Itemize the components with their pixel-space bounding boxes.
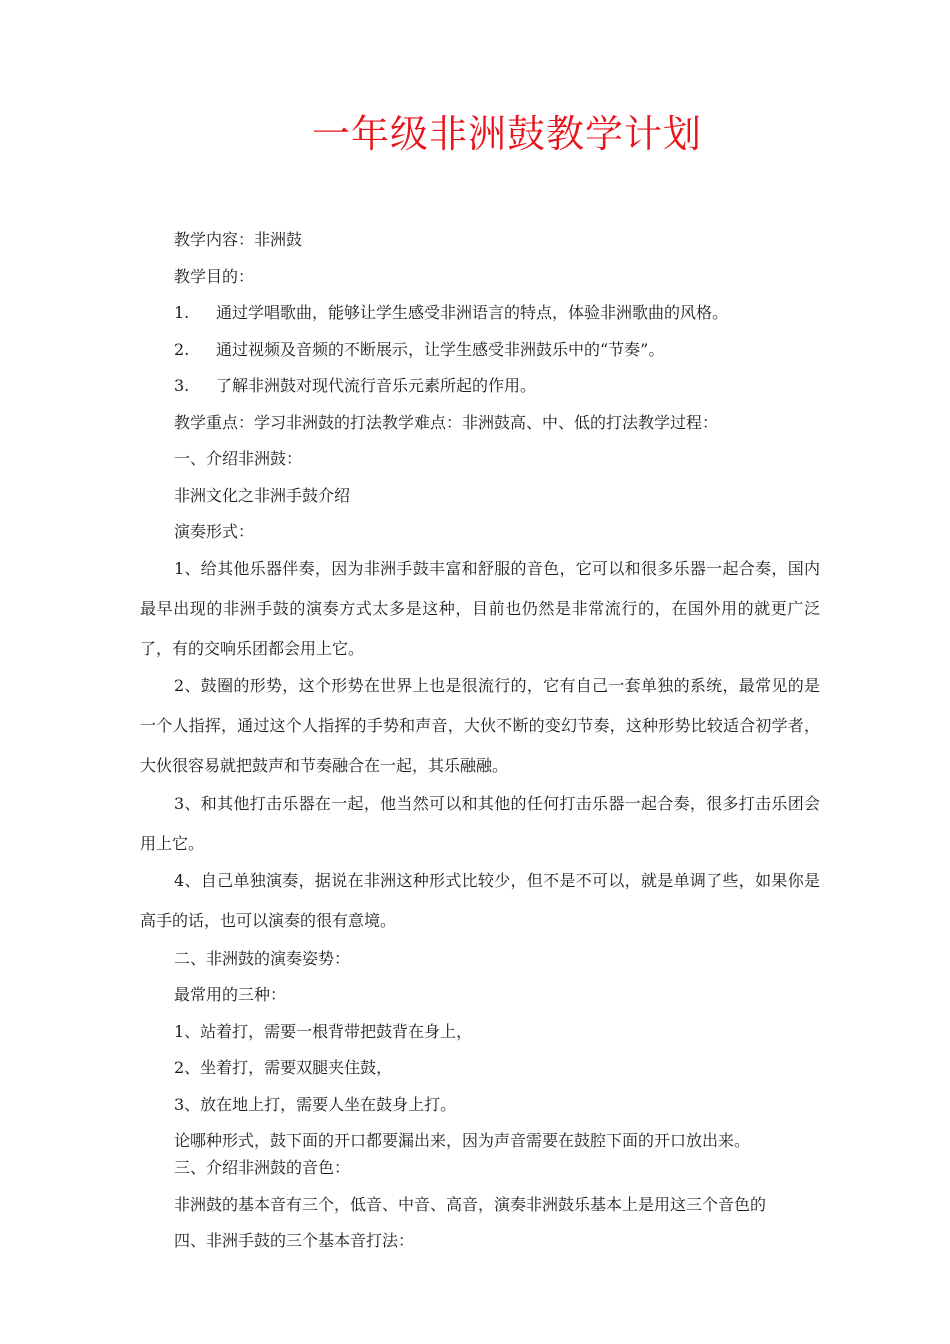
list-item-text: 通过视频及音频的不断展示，让学生感受非洲鼓乐中的“节奏”。 — [216, 339, 665, 359]
list-number: 1. — [174, 303, 190, 322]
paragraph: 2、坐着打，需要双腿夹住鼓， — [174, 1058, 393, 1077]
paragraph: 1、站着打，需要一根背带把鼓背在身上， — [174, 1021, 473, 1041]
paragraph: 最常用的三种： — [174, 985, 287, 1004]
section-heading: 二、非洲鼓的演奏姿势： — [174, 948, 351, 968]
list-item-text: 了解非洲鼓对现代流行音乐元素所起的作用。 — [216, 376, 537, 395]
numbered-item — [140, 299, 820, 326]
paragraph: 教学重点：学习非洲鼓的打法教学难点：非洲鼓高、中、低的打法教学过程： — [174, 412, 719, 432]
document-body — [140, 226, 820, 1264]
paragraph: 3、和其他打击乐器在一起，他当然可以和其他的任何打击乐器一起合奏，很多打击乐团会用上它。 — [140, 793, 820, 853]
list-number: 2. — [174, 339, 190, 359]
document-title: 一年级非洲鼓教学计划 — [311, 112, 702, 156]
list-item-text: 通过学唱歌曲，能够让学生感受非洲语言的特点，体验非洲歌曲的风格。 — [216, 303, 729, 322]
section-heading: 一、介绍非洲鼓： — [174, 449, 303, 468]
section-heading: 三、介绍非洲鼓的音色： — [174, 1158, 351, 1177]
paragraph: 4、自己单独演奏，据说在非洲这种形式比较少，但不是不可以，就是单调了些，如果你是高手的话，也可以演奏的很有意境。 — [140, 871, 820, 930]
numbered-item — [140, 372, 820, 399]
list-number: 3. — [174, 376, 190, 395]
section-heading: 四、非洲手鼓的三个基本音打法： — [174, 1231, 415, 1250]
numbered-item — [140, 336, 820, 363]
paragraph: 演奏形式： — [174, 522, 255, 541]
paragraph: 2、鼓圈的形势，这个形势在世界上也是很流行的，它有自己一套单独的系统，最常见的是一个人指挥，通过这个人指挥的手势和声音，大伙不断的变幻节奏，这种形势比较适合初学者，大伙很容易就把鼓声和节奏融合在一起，其乐融融。 — [140, 676, 820, 775]
paragraph: 非洲鼓的基本音有三个，低音、中音、高音，演奏非洲鼓乐基本上是用这三个音色的 — [174, 1194, 767, 1214]
paragraph: 教学内容：非洲鼓 — [174, 230, 303, 249]
paragraph: 非洲文化之非洲手鼓介绍 — [174, 485, 351, 505]
paragraph: 教学目的： — [174, 266, 255, 286]
paragraph: 3、放在地上打，需要人坐在鼓身上打。 — [174, 1094, 457, 1114]
paragraph: 1、给其他乐器伴奏，因为非洲手鼓丰富和舒服的音色，它可以和很多乐器一起合奏，国内最早出现的非洲手鼓的演奏方式太多是这种，目前也仍然是非常流行的，在国外用的就更广泛了，有的交响乐团都会用上它。 — [140, 558, 820, 658]
paragraph: 论哪种形式，鼓下面的开口都要漏出来，因为声音需要在鼓腔下面的开口放出来。 — [174, 1131, 751, 1150]
